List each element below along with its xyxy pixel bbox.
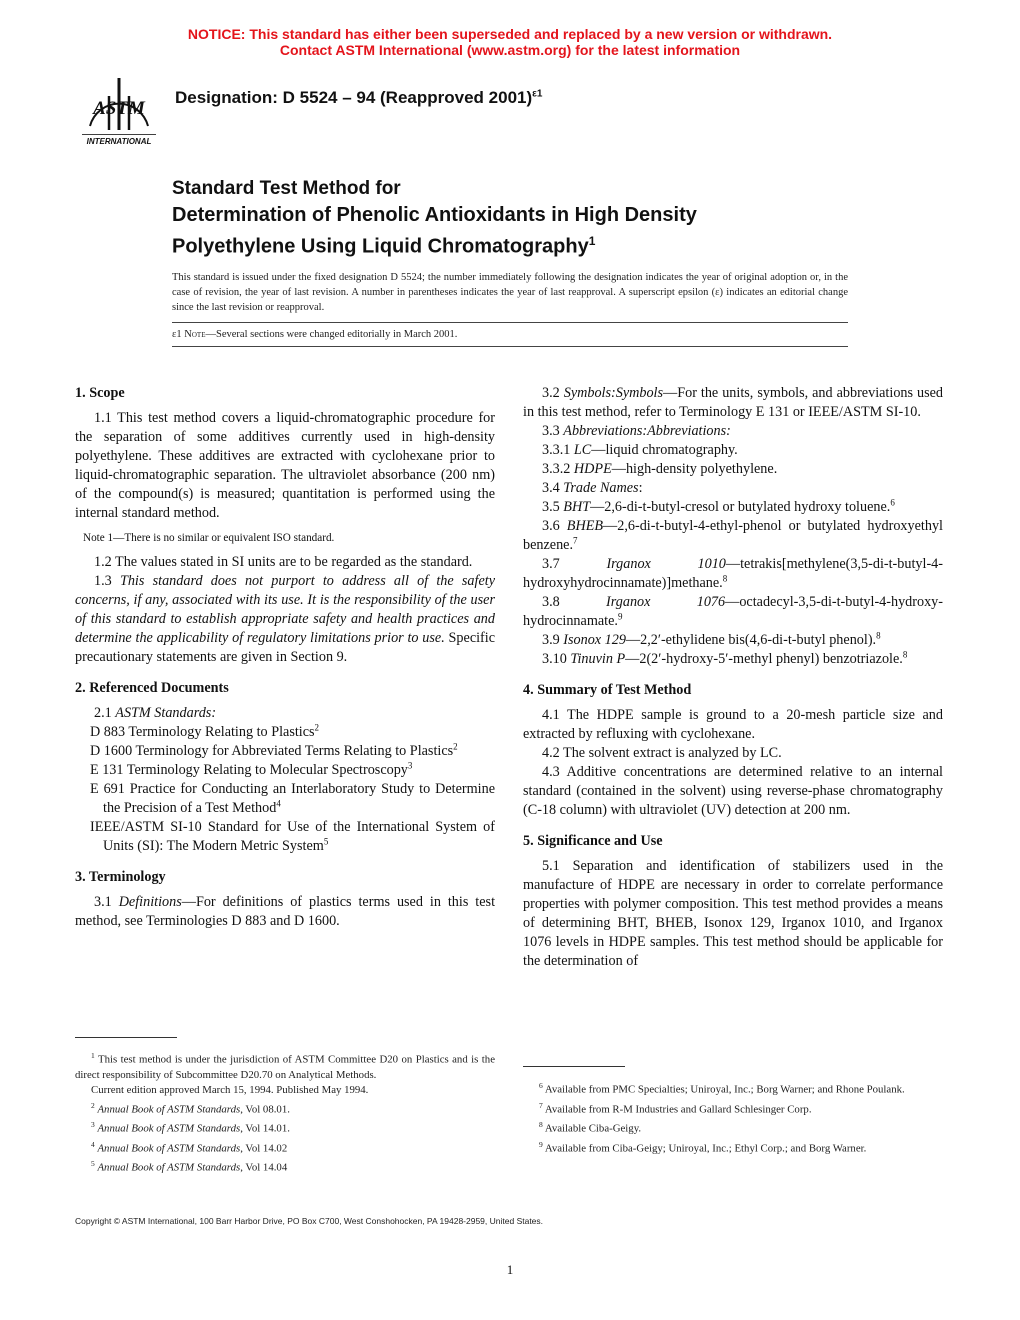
paragraph-2-1: 2.1 ASTM Standards: [94, 705, 217, 721]
footnote-1-edition: Current edition approved March 15, 1994. Published May 1994. [91, 1083, 369, 1096]
reference-item: E 691 Practice for Conducting an Interlaboratory Study to Determine the Precision of a Test Method$^4$ [90, 781, 495, 816]
divider [172, 322, 848, 323]
notice-banner [0, 26, 1020, 58]
paragraph-5-1: 5.1 Separation and identification of stabilizers used in the manufacture of HDPE are necessary in order to correlate performance properties with polymer composition. This test method provides a means of determining BHT, BHEB, Isonox 129, Irganox 1010, and Irganox 1076 levels in HDPE samples. This test method should be applicable for the determination of [523, 858, 943, 969]
paragraph-3-3-2: 3.3.2 HDPE—high-density polyethylene. [542, 461, 778, 477]
notice-line-2: Contact ASTM International (www.astm.org) for the latest information [279, 42, 741, 58]
footnote-8: $^8$ Available Ciba-Geigy. [539, 1120, 642, 1135]
paragraph-3-2: 3.2 Symbols:Symbols—For the units, symbols, and abbreviations used in this test method, refer to Terminology E 131 or IEEE/ASTM SI-10. [523, 385, 944, 420]
title-line-1: Standard Test Method for [172, 178, 401, 199]
note-1: Note 1—There is no similar or equivalent ISO standard. [83, 532, 335, 544]
paragraph-3-1: 3.1 Definitions—For definitions of plastics terms used in this test method, see Terminologies D 883 and D 1600. [75, 894, 496, 929]
designation [175, 88, 542, 108]
footnotes-left [75, 1048, 495, 1176]
document-title [172, 176, 697, 260]
paragraph-3-4: 3.4 Trade Names: [542, 480, 643, 496]
designation-text: Designation: D 5524 – 94 (Reapproved 2001) [175, 88, 533, 107]
footnote-5: $^5$ Annual Book of ASTM Standards, Vol 14.04 [91, 1159, 288, 1174]
section-heading-significance: 5. Significance and Use [523, 833, 663, 849]
footnote-2: $^2$ Annual Book of ASTM Standards, Vol 08.01. [91, 1100, 290, 1116]
reference-item: D 883 Terminology Relating to Plastics$^2$ [90, 722, 320, 740]
footnote-6: $^6$ Available from PMC Specialties; Uniroyal, Inc.; Borg Warner; and Rhone Poulank. [539, 1081, 905, 1096]
paragraph-4-2: 4.2 The solvent extract is analyzed by LC. [542, 745, 782, 761]
footnote-divider [75, 1037, 177, 1038]
editorial-note: ε1 Note—Several sections were changed editorially in March 2001. [172, 329, 458, 340]
paragraph-3-3: 3.3 Abbreviations:Abbreviations: [542, 423, 731, 439]
paragraph-3-5: 3.5 BHT—2,6-di-t-butyl-cresol or butylated hydroxy toluene.$^6$ [542, 497, 895, 515]
paragraph-1-2: 1.2 The values stated in SI units are to be regarded as the standard. [94, 554, 473, 570]
reference-item: D 1600 Terminology for Abbreviated Terms Relating to Plastics$^2$ [90, 741, 458, 759]
notice-line-1: NOTICE: This standard has either been superseded and replaced by a new version or withdrawn. [187, 26, 833, 42]
section-heading-terminology: 3. Terminology [75, 869, 166, 885]
footnotes-right [523, 1078, 943, 1156]
paragraph-3-8: 3.8 Irganox 1076—octadecyl-3,5-di-t-butyl-4-hydroxy- hydrocinnamate.$^9$ [523, 594, 943, 629]
paragraph-3-3-1: 3.3.1 LC—liquid chromatography. [542, 442, 738, 458]
title-line-2: Determination of Phenolic Antioxidants in High Density [172, 204, 697, 226]
footnote-divider [523, 1066, 625, 1067]
footnote-3: $^3$ Annual Book of ASTM Standards, Vol 14.01. [91, 1120, 290, 1135]
right-column [523, 384, 943, 971]
title-line-3: Polyethylene Using Liquid Chromatography$^1$ [172, 234, 596, 258]
footnote-7: $^7$ Available from R-M Industries and Gallard Schlesinger Corp. [539, 1100, 812, 1116]
footnote-1: $^1$ This test method is under the jurisdiction of ASTM Committee D20 on Plastics and is the direct responsibility of Subcommittee D20.70 on Analytical Methods. [75, 1051, 495, 1081]
svg-text:INTERNATIONAL: INTERNATIONAL [86, 137, 152, 146]
reference-item: E 131 Terminology Relating to Molecular Spectroscopy$^3$ [90, 760, 413, 778]
section-heading-scope: 1. Scope [75, 385, 125, 401]
section-heading-summary: 4. Summary of Test Method [523, 682, 692, 698]
footnote-4: $^4$ Annual Book of ASTM Standards, Vol 14.02 [91, 1139, 288, 1155]
paragraph-1-1: 1.1 This test method covers a liquid-chromatographic procedure for the separation of some additives currently used in high-density polyethylene. These additives are extracted with cyclohexane prior to liquid-chromatographic separation. The ultraviolet absorbance (200 nm) of the compound(s) is measured; quantitation is performed using the internal standard method. [75, 410, 495, 521]
footnote-9: $^9$ Available from Ciba-Geigy; Uniroyal, Inc.; Ethyl Corp.; and Borg Warner. [539, 1139, 867, 1155]
paragraph-3-10: 3.10 Tinuvin P—2(2′-hydroxy-5′-methyl phenyl) benzotriazole.$^8$ [542, 649, 908, 667]
paragraph-3-9: 3.9 Isonox 129—2,2′-ethylidene bis(4,6-di-t-butyl phenol).$^8$ [542, 630, 881, 648]
left-column [75, 384, 495, 931]
paragraph-4-3: 4.3 Additive concentrations are determined relative to an internal standard (contained in the solvent) using reverse-phase chromatography (C-18 column) with ultraviolet (UV) detection at 200 nm. [523, 764, 943, 818]
divider [172, 346, 848, 347]
designation-epsilon: ε1 [532, 88, 543, 100]
svg-text:ASTM: ASTM [93, 98, 145, 119]
title-footnote-ref: 1 [588, 234, 596, 248]
paragraph-1-3: 1.3 This standard does not purport to address all of the safety concerns, if any, associated with its use. It is the responsibility of the user of this standard to establish appropriate safety and health practices and determine the applicability of regulatory limitations prior to use. Specific precautionary statements are given in Section 9. [75, 573, 496, 665]
paragraph-3-6: 3.6 BHEB—2,6-di-t-butyl-4-ethyl-phenol or butylated hydroxyethyl benzene.$^7$ [523, 518, 943, 553]
paragraph-4-1: 4.1 The HDPE sample is ground to a 20-mesh particle size and extracted by refluxing with cyclohexane. [523, 707, 943, 742]
section-heading-referenced-documents: 2. Referenced Documents [75, 680, 229, 696]
page-number: 1 [506, 1262, 514, 1277]
issuance-statement: This standard is issued under the fixed designation D 5524; the number immediately following the designation indicates the year of original adoption or, in the case of revision, the year of last revision. A number in parentheses indicates the year of last reapproval. A superscript epsilon (ε) indicates an editorial change since the last revision or reapproval. [172, 272, 848, 313]
reference-item: IEEE/ASTM SI-10 Standard for Use of the International System of Units (SI): The Modern Metric System$^5$ [90, 819, 495, 854]
paragraph-3-7: 3.7 Irganox 1010—tetrakis[methylene(3,5-di-t-butyl-4- hydroxyhydrocinnamate)]methane.$^8$ [523, 556, 943, 591]
astm-logo-icon [78, 74, 160, 150]
copyright: Copyright © ASTM International, 100 Barr Harbor Drive, PO Box C700, West Conshohocken, PA 19428-2959, United States. [75, 1216, 544, 1226]
